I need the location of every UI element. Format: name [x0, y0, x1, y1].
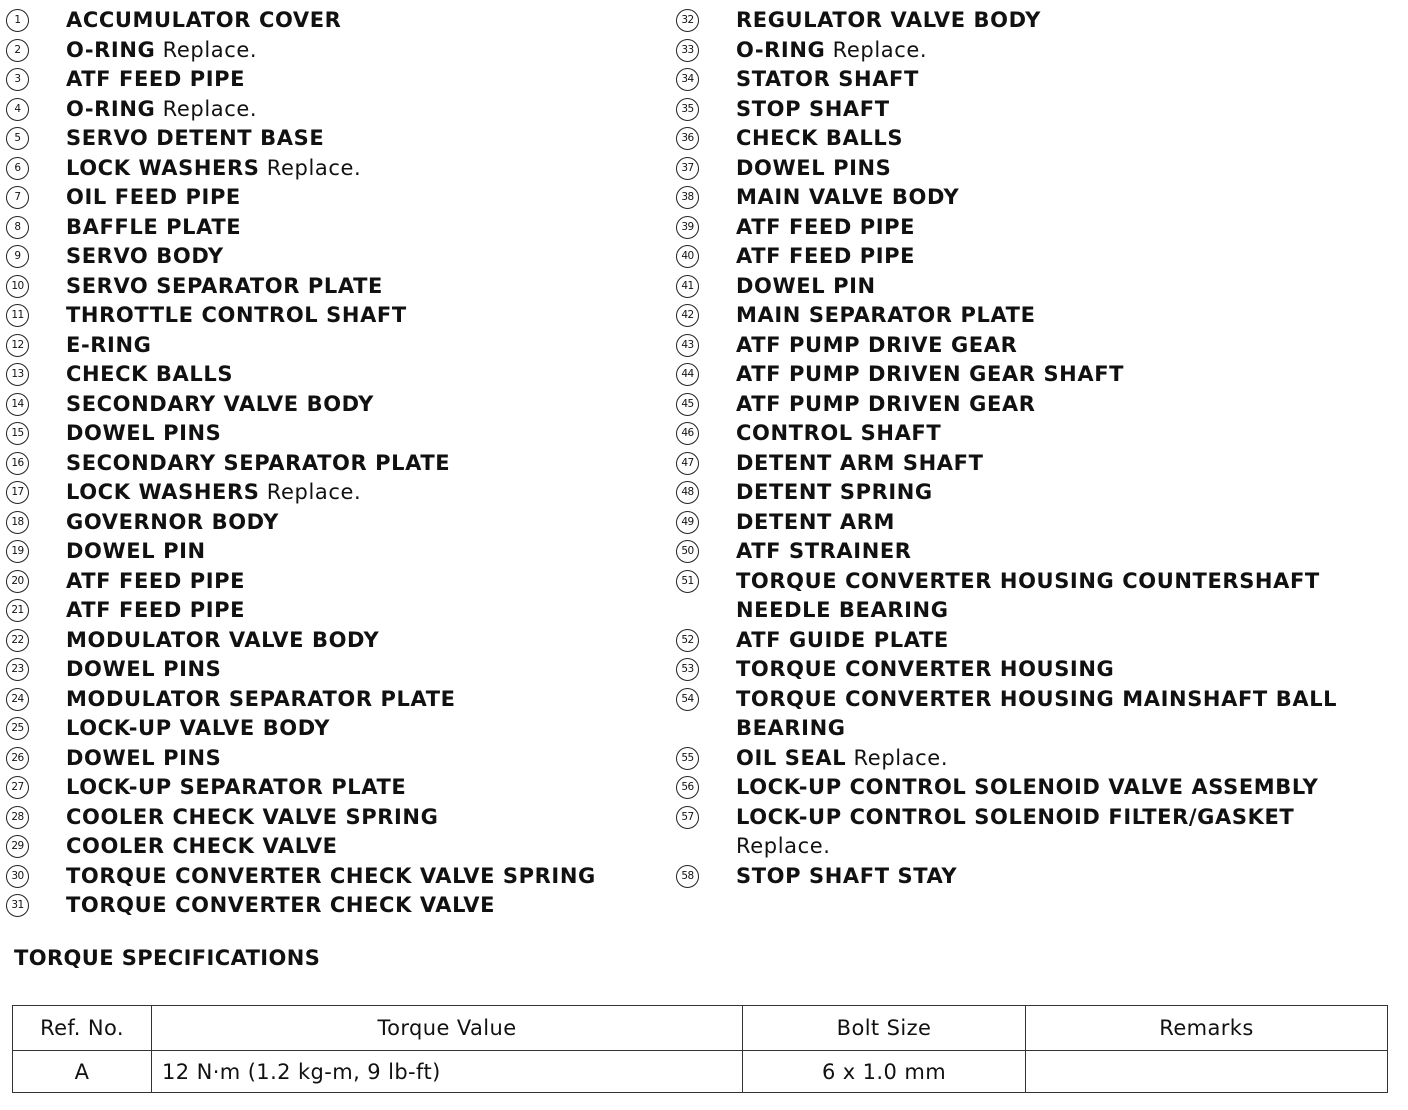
part-name: DOWEL PIN [736, 273, 876, 298]
list-item [676, 95, 1396, 125]
part-name: ATF PUMP DRIVE GEAR [736, 332, 1018, 357]
part-number-badge: 19 [6, 540, 29, 563]
part-description [736, 242, 1396, 272]
part-description [736, 626, 1396, 656]
part-name: LOCK-UP VALVE BODY [66, 716, 331, 740]
part-number-badge: 22 [6, 629, 29, 652]
part-name: ATF STRAINER [736, 539, 912, 563]
header-remarks: Remarks [1026, 1006, 1388, 1051]
part-number-badge: 41 [676, 275, 699, 298]
part-number-badge: 4 [6, 98, 29, 121]
part-name: LOCK-UP SEPARATOR PLATE [66, 775, 407, 799]
part-number-badge: 40 [676, 245, 699, 268]
part-note: Replace. [832, 37, 928, 62]
part-number-badge: 1 [6, 9, 29, 32]
part-number-badge: 47 [676, 452, 699, 475]
part-description [736, 36, 1396, 66]
list-item [676, 6, 1396, 36]
part-description [736, 6, 1396, 36]
part-description [736, 331, 1396, 361]
part-description [66, 419, 666, 449]
part-number-badge: 27 [6, 776, 29, 799]
part-name: ATF FEED PIPE [66, 598, 246, 622]
header-torque-value: Torque Value [152, 1006, 743, 1051]
cell-ref-no: A [13, 1051, 152, 1093]
part-description [66, 449, 666, 479]
part-number-badge: 57 [676, 806, 699, 829]
list-item [676, 242, 1396, 272]
list-item [6, 36, 666, 66]
part-number-badge: 31 [6, 894, 29, 917]
part-name: ATF FEED PIPE [66, 67, 246, 91]
part-description [66, 65, 666, 95]
part-name: STOP SHAFT [736, 96, 890, 121]
part-number-badge: 51 [676, 570, 699, 593]
part-description [736, 508, 1396, 538]
part-description [66, 596, 666, 626]
part-number-badge: 33 [676, 39, 699, 62]
list-item [6, 891, 666, 921]
cell-bolt-size: 6 x 1.0 mm [743, 1051, 1026, 1093]
part-note: Replace. [266, 155, 362, 180]
part-number-badge: 29 [6, 835, 29, 858]
part-name: CHECK BALLS [66, 362, 234, 386]
part-description [66, 478, 666, 508]
part-number-badge: 5 [6, 127, 29, 150]
part-name: O-RING [66, 96, 156, 121]
part-number-badge: 36 [676, 127, 699, 150]
part-description [66, 508, 666, 538]
part-description [736, 390, 1396, 420]
part-description [66, 6, 666, 36]
list-item [6, 773, 666, 803]
part-description [736, 183, 1396, 213]
list-item [6, 449, 666, 479]
part-name: CHECK BALLS [736, 126, 904, 150]
part-description [66, 567, 666, 597]
list-item [6, 213, 666, 243]
list-item [6, 537, 666, 567]
part-name: DOWEL PIN [66, 539, 206, 563]
part-number-badge: 30 [6, 865, 29, 888]
part-name: DOWEL PINS [66, 745, 222, 770]
list-item [6, 95, 666, 125]
part-number-badge: 44 [676, 363, 699, 386]
part-note: Replace. [266, 480, 362, 504]
part-description [66, 773, 666, 803]
part-name: DETENT ARM [736, 509, 895, 534]
part-number-badge: 3 [6, 68, 29, 91]
part-name: TORQUE CONVERTER CHECK VALVE SPRING [66, 863, 596, 888]
list-item [6, 655, 666, 685]
part-name: SERVO SEPARATOR PLATE [66, 273, 383, 298]
part-description [736, 478, 1396, 508]
part-name: SERVO DETENT BASE [66, 126, 325, 150]
part-number-badge: 39 [676, 216, 699, 239]
part-number-badge: 8 [6, 216, 29, 239]
part-name: REGULATOR VALVE BODY [736, 8, 1041, 32]
part-name: LOCK-UP CONTROL SOLENOID VALVE ASSEMBLY [736, 775, 1319, 799]
part-name: LOCK WASHERS [66, 155, 260, 180]
part-number-badge: 46 [676, 422, 699, 445]
part-name: TORQUE CONVERTER HOUSING COUNTERSHAFT NEEDLE BEARING [736, 568, 1320, 622]
part-number-badge: 58 [676, 865, 699, 888]
list-item [6, 331, 666, 361]
part-number-badge: 18 [6, 511, 29, 534]
part-description [736, 65, 1396, 95]
part-name: MODULATOR VALVE BODY [66, 627, 380, 652]
part-number-badge: 7 [6, 186, 29, 209]
part-description [736, 655, 1396, 685]
part-number-badge: 48 [676, 481, 699, 504]
list-item [6, 154, 666, 184]
part-name: ATF FEED PIPE [66, 568, 246, 593]
part-name: OIL SEAL [736, 745, 847, 770]
list-item [676, 301, 1396, 331]
part-number-badge: 55 [676, 747, 699, 770]
part-number-badge: 26 [6, 747, 29, 770]
part-number-badge: 6 [6, 157, 29, 180]
part-description [736, 537, 1396, 567]
list-item [6, 803, 666, 833]
part-number-badge: 9 [6, 245, 29, 268]
part-number-badge: 53 [676, 658, 699, 681]
list-item [676, 862, 1396, 892]
part-number-badge: 24 [6, 688, 29, 711]
list-item [6, 744, 666, 774]
list-item [6, 626, 666, 656]
part-description [736, 449, 1396, 479]
part-description [736, 803, 1396, 862]
torque-table-header-row [13, 1006, 1388, 1051]
list-item [676, 65, 1396, 95]
part-description [66, 685, 666, 715]
list-item [6, 6, 666, 36]
cell-torque-value: 12 N·m (1.2 kg-m, 9 lb-ft) [152, 1051, 743, 1093]
part-name: E-RING [66, 332, 152, 357]
part-name: MAIN SEPARATOR PLATE [736, 303, 1036, 327]
part-description [66, 714, 666, 744]
part-number-badge: 49 [676, 511, 699, 534]
header-bolt-size: Bolt Size [743, 1006, 1026, 1051]
part-number-badge: 50 [676, 540, 699, 563]
list-item [6, 183, 666, 213]
torque-table [12, 1005, 1388, 1093]
part-number-badge: 13 [6, 363, 29, 386]
list-item [6, 65, 666, 95]
list-item [6, 124, 666, 154]
part-description [66, 95, 666, 125]
list-item [676, 419, 1396, 449]
torque-specifications-heading: TORQUE SPECIFICATIONS [14, 946, 321, 970]
list-item [676, 272, 1396, 302]
part-number-badge: 14 [6, 393, 29, 416]
list-item [676, 626, 1396, 656]
list-item [6, 508, 666, 538]
list-item [676, 449, 1396, 479]
part-name: STOP SHAFT STAY [736, 863, 958, 888]
part-name: DETENT SPRING [736, 480, 933, 504]
list-item [6, 360, 666, 390]
part-description [66, 832, 666, 862]
list-item [676, 803, 1396, 862]
list-item [6, 242, 666, 272]
part-name: ACCUMULATOR COVER [66, 8, 342, 32]
list-item [676, 360, 1396, 390]
part-description [66, 744, 666, 774]
list-item [6, 862, 666, 892]
part-number-badge: 56 [676, 776, 699, 799]
part-description [736, 773, 1396, 803]
part-note: Replace. [736, 834, 831, 858]
part-number-badge: 37 [676, 157, 699, 180]
part-description [736, 213, 1396, 243]
cell-remarks [1026, 1051, 1388, 1093]
part-number-badge: 11 [6, 304, 29, 327]
part-description [736, 360, 1396, 390]
part-name: TORQUE CONVERTER HOUSING MAINSHAFT BALL BEARING [736, 686, 1338, 740]
list-item [6, 685, 666, 715]
part-description [66, 803, 666, 833]
part-name: ATF GUIDE PLATE [736, 627, 949, 652]
part-number-badge: 45 [676, 393, 699, 416]
list-item [6, 832, 666, 862]
part-note: Replace. [162, 96, 258, 121]
part-name: BAFFLE PLATE [66, 214, 242, 239]
part-description [66, 360, 666, 390]
part-name: COOLER CHECK VALVE SPRING [66, 804, 439, 829]
part-number-badge: 34 [676, 68, 699, 91]
part-description [736, 124, 1396, 154]
part-description [736, 862, 1396, 892]
part-name: DOWEL PINS [736, 155, 892, 180]
part-note: Replace. [853, 745, 949, 770]
part-name: LOCK WASHERS [66, 480, 260, 504]
part-description [66, 183, 666, 213]
part-description [66, 272, 666, 302]
part-description [736, 154, 1396, 184]
list-item [676, 508, 1396, 538]
parts-list-left [6, 6, 666, 921]
table-row [13, 1051, 1388, 1093]
part-number-badge: 23 [6, 658, 29, 681]
part-number-badge: 16 [6, 452, 29, 475]
part-description [66, 36, 666, 66]
list-item [676, 744, 1396, 774]
list-item [6, 567, 666, 597]
list-item [676, 183, 1396, 213]
list-item [676, 331, 1396, 361]
list-item [676, 213, 1396, 243]
list-item [676, 478, 1396, 508]
part-number-badge: 42 [676, 304, 699, 327]
part-description [66, 331, 666, 361]
part-description [66, 891, 666, 921]
list-item [6, 419, 666, 449]
part-name: TORQUE CONVERTER CHECK VALVE [66, 893, 496, 917]
part-number-badge: 15 [6, 422, 29, 445]
list-item [6, 714, 666, 744]
part-number-badge: 35 [676, 98, 699, 121]
part-name: ATF FEED PIPE [736, 214, 916, 239]
part-number-badge: 32 [676, 9, 699, 32]
part-description [736, 744, 1396, 774]
part-name: SECONDARY SEPARATOR PLATE [66, 450, 451, 475]
list-item [676, 537, 1396, 567]
part-name: SERVO BODY [66, 244, 224, 268]
part-name: DOWEL PINS [66, 421, 222, 445]
part-name: THROTTLE CONTROL SHAFT [66, 303, 407, 327]
part-description [66, 154, 666, 184]
part-description [736, 272, 1396, 302]
part-number-badge: 52 [676, 629, 699, 652]
list-item [676, 390, 1396, 420]
part-name: OIL FEED PIPE [66, 185, 241, 209]
part-number-badge: 25 [6, 717, 29, 740]
part-number-badge: 17 [6, 481, 29, 504]
part-number-badge: 10 [6, 275, 29, 298]
part-description [66, 537, 666, 567]
part-description [736, 301, 1396, 331]
part-name: DETENT ARM SHAFT [736, 450, 984, 475]
list-item [6, 478, 666, 508]
part-description [66, 390, 666, 420]
part-name: O-RING [66, 37, 156, 62]
part-description [736, 567, 1396, 626]
part-number-badge: 2 [6, 39, 29, 62]
list-item [676, 567, 1396, 626]
part-name: GOVERNOR BODY [66, 509, 279, 534]
part-name: O-RING [736, 37, 826, 62]
part-description [66, 242, 666, 272]
part-description [66, 213, 666, 243]
part-number-badge: 54 [676, 688, 699, 711]
part-number-badge: 21 [6, 599, 29, 622]
list-item [676, 685, 1396, 744]
part-number-badge: 20 [6, 570, 29, 593]
part-description [736, 419, 1396, 449]
part-number-badge: 12 [6, 334, 29, 357]
list-item [676, 655, 1396, 685]
part-name: MODULATOR SEPARATOR PLATE [66, 686, 456, 711]
part-name: CONTROL SHAFT [736, 421, 942, 445]
part-name: ATF FEED PIPE [736, 244, 916, 268]
part-name: SECONDARY VALVE BODY [66, 391, 374, 416]
part-name: STATOR SHAFT [736, 67, 919, 91]
part-description [66, 301, 666, 331]
list-item [676, 154, 1396, 184]
part-description [736, 685, 1396, 744]
part-number-badge: 43 [676, 334, 699, 357]
list-item [676, 36, 1396, 66]
list-item [6, 390, 666, 420]
part-name: ATF PUMP DRIVEN GEAR SHAFT [736, 362, 1125, 386]
part-name: DOWEL PINS [66, 657, 222, 681]
list-item [6, 301, 666, 331]
part-description [66, 124, 666, 154]
part-number-badge: 38 [676, 186, 699, 209]
part-name: MAIN VALVE BODY [736, 185, 960, 209]
parts-list-right [676, 6, 1396, 891]
list-item [676, 773, 1396, 803]
list-item [676, 124, 1396, 154]
header-ref-no: Ref. No. [13, 1006, 152, 1051]
part-name: TORQUE CONVERTER HOUSING [736, 657, 1115, 681]
part-description [66, 862, 666, 892]
list-item [6, 596, 666, 626]
part-name: COOLER CHECK VALVE [66, 834, 338, 858]
part-note: Replace. [162, 37, 258, 62]
part-description [66, 655, 666, 685]
list-item [6, 272, 666, 302]
part-description [736, 95, 1396, 125]
part-description [66, 626, 666, 656]
part-number-badge: 28 [6, 806, 29, 829]
part-name: LOCK-UP CONTROL SOLENOID FILTER/GASKET [736, 804, 1295, 829]
part-name: ATF PUMP DRIVEN GEAR [736, 391, 1036, 416]
